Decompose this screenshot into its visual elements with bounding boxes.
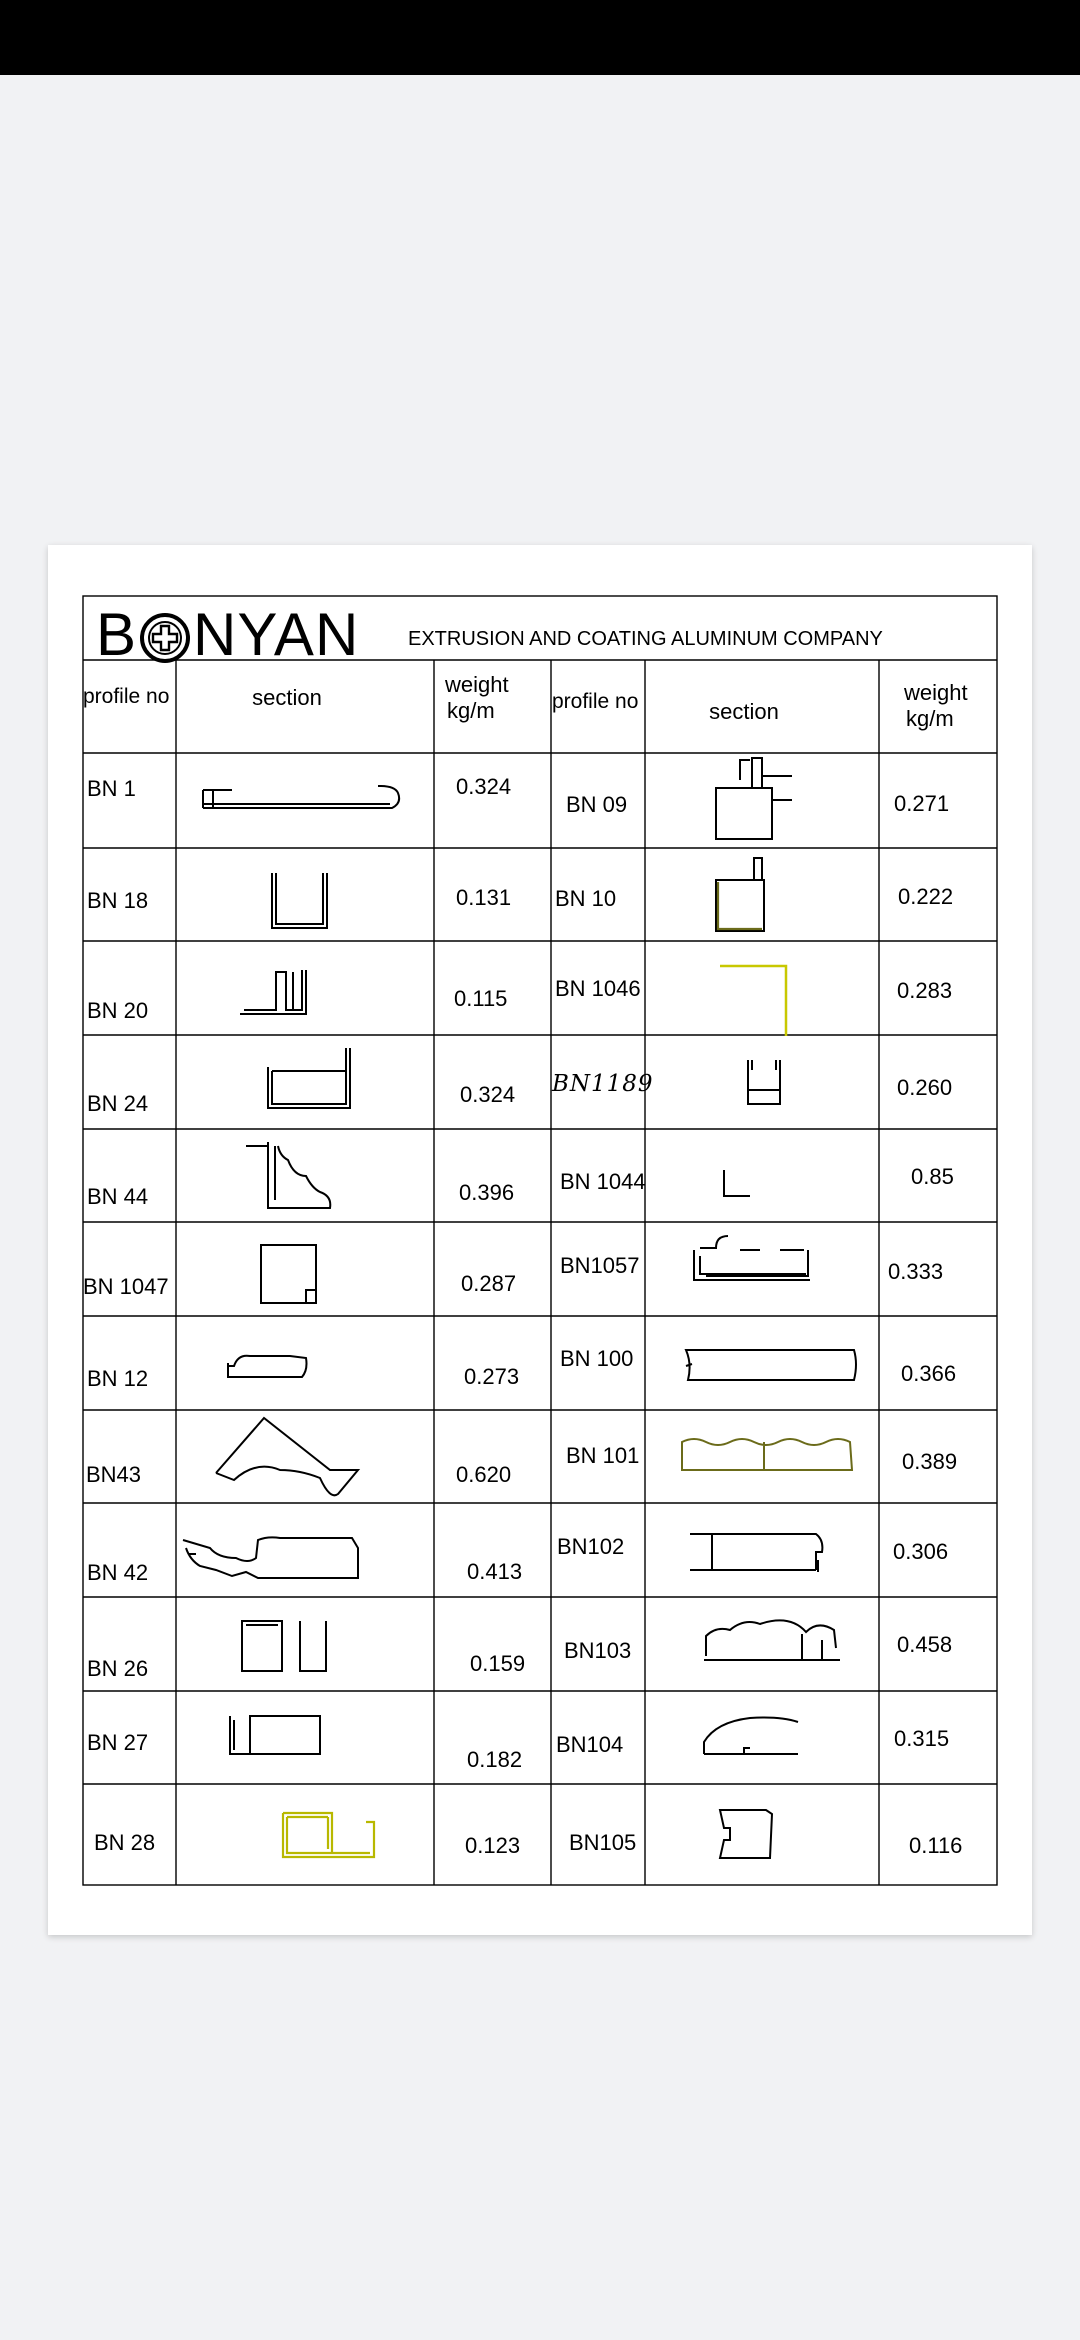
brand-logo bbox=[96, 602, 359, 666]
weight-value: 0.324 bbox=[460, 1082, 516, 1107]
weight-value: 0.159 bbox=[470, 1651, 526, 1676]
profile-no: BN105 bbox=[569, 1830, 637, 1855]
profile-no: BN 1044 bbox=[560, 1169, 646, 1194]
weight-value: 0.115 bbox=[454, 986, 508, 1011]
profile-no: BN 12 bbox=[87, 1366, 149, 1391]
section-bn-20 bbox=[240, 970, 306, 1014]
section-bn-10-accent bbox=[718, 882, 762, 929]
weight-value: 0.333 bbox=[888, 1259, 944, 1284]
profile-no: BN 10 bbox=[555, 886, 617, 911]
profile-no: BN 1046 bbox=[555, 976, 641, 1001]
section-bn-42 bbox=[183, 1537, 358, 1578]
weight-value: 0.182 bbox=[467, 1747, 523, 1772]
logo-letter-b: B bbox=[96, 600, 138, 668]
weight-value: 0.396 bbox=[459, 1180, 515, 1205]
profile-no: BN 18 bbox=[87, 888, 149, 913]
weight-value: 0.116 bbox=[909, 1833, 963, 1858]
weight-value: 0.271 bbox=[894, 791, 950, 816]
profile-no: BN 100 bbox=[560, 1346, 634, 1371]
section-bn-28 bbox=[283, 1813, 374, 1857]
profile-no: BN43 bbox=[86, 1462, 142, 1487]
profile-no: BN 44 bbox=[87, 1184, 149, 1209]
section-bn-26 bbox=[242, 1621, 326, 1671]
profile-no: BN 1047 bbox=[83, 1274, 169, 1299]
profile-no: BN104 bbox=[556, 1732, 624, 1757]
header-weight-left: weight bbox=[445, 672, 509, 697]
weight-value: 0.283 bbox=[897, 978, 953, 1003]
section-bn-27 bbox=[230, 1716, 320, 1754]
weight-value: 0.85 bbox=[911, 1164, 954, 1189]
section-bn-44 bbox=[246, 1142, 330, 1208]
profile-no: BN 20 bbox=[87, 998, 149, 1023]
section-bn-10 bbox=[716, 858, 764, 931]
weight-value: 0.324 bbox=[456, 774, 512, 799]
weight-value: 0.389 bbox=[902, 1449, 958, 1474]
header-unit-left: kg/m bbox=[447, 698, 495, 723]
profile-no: BN 24 bbox=[87, 1091, 149, 1116]
weight-value: 0.131 bbox=[456, 885, 512, 910]
section-bn-18 bbox=[272, 873, 327, 928]
weight-value: 0.273 bbox=[464, 1364, 520, 1389]
section-bn102 bbox=[690, 1534, 822, 1572]
weight-value: 0.306 bbox=[893, 1539, 949, 1564]
profile-no: BN 101 bbox=[566, 1443, 640, 1468]
section-bn-09 bbox=[716, 758, 792, 839]
profile-no: BN 27 bbox=[87, 1730, 149, 1755]
header-profile-right: profile no bbox=[552, 690, 639, 713]
weight-value: 0.366 bbox=[901, 1361, 957, 1386]
section-bn105 bbox=[720, 1810, 772, 1858]
header-weight-right: weight bbox=[904, 680, 968, 705]
weight-value: 0.260 bbox=[897, 1075, 953, 1100]
weight-value: 0.123 bbox=[465, 1833, 521, 1858]
profile-no: BN1057 bbox=[560, 1253, 640, 1278]
section-bn-1 bbox=[203, 786, 399, 808]
profile-no: BN 1 bbox=[87, 776, 136, 801]
section-bn-1046 bbox=[720, 966, 786, 1036]
section-bn1057 bbox=[694, 1236, 810, 1280]
profile-no: BN 09 bbox=[566, 792, 628, 817]
profile-no: BN 28 bbox=[94, 1830, 156, 1855]
section-bn-1044 bbox=[724, 1170, 750, 1196]
header-section-right: section bbox=[709, 699, 779, 724]
weight-value: 0.287 bbox=[461, 1271, 517, 1296]
weight-value: 0.222 bbox=[898, 884, 954, 909]
section-bn-101 bbox=[682, 1439, 852, 1470]
profile-no: BN 42 bbox=[87, 1560, 149, 1585]
header-unit-right: kg/m bbox=[906, 706, 954, 731]
header-section-left: section bbox=[252, 685, 322, 710]
weight-value: 0.458 bbox=[897, 1632, 953, 1657]
profile-no: BN 26 bbox=[87, 1656, 149, 1681]
section-bn-43 bbox=[216, 1418, 358, 1495]
section-bn-1047 bbox=[261, 1245, 316, 1303]
header-profile-left: profile no bbox=[83, 685, 170, 708]
section-bn103 bbox=[704, 1620, 840, 1660]
company-name: EXTRUSION AND COATING ALUMINUM COMPANY bbox=[408, 628, 883, 650]
weight-value: 0.315 bbox=[894, 1726, 950, 1751]
cross-circle-icon bbox=[139, 608, 191, 660]
section-bn104 bbox=[704, 1718, 798, 1755]
profile-no: BN1189 bbox=[552, 1071, 654, 1097]
profile-no: BN102 bbox=[557, 1534, 625, 1559]
section-bn-24 bbox=[268, 1048, 350, 1108]
section-bn-12 bbox=[228, 1356, 307, 1377]
weight-value: 0.620 bbox=[456, 1462, 512, 1487]
profile-no: BN103 bbox=[564, 1638, 632, 1663]
logo-text: NYAN bbox=[193, 600, 360, 668]
section-bn-100 bbox=[686, 1350, 856, 1380]
section-bn1189 bbox=[748, 1060, 780, 1104]
weight-value: 0.413 bbox=[467, 1559, 523, 1584]
